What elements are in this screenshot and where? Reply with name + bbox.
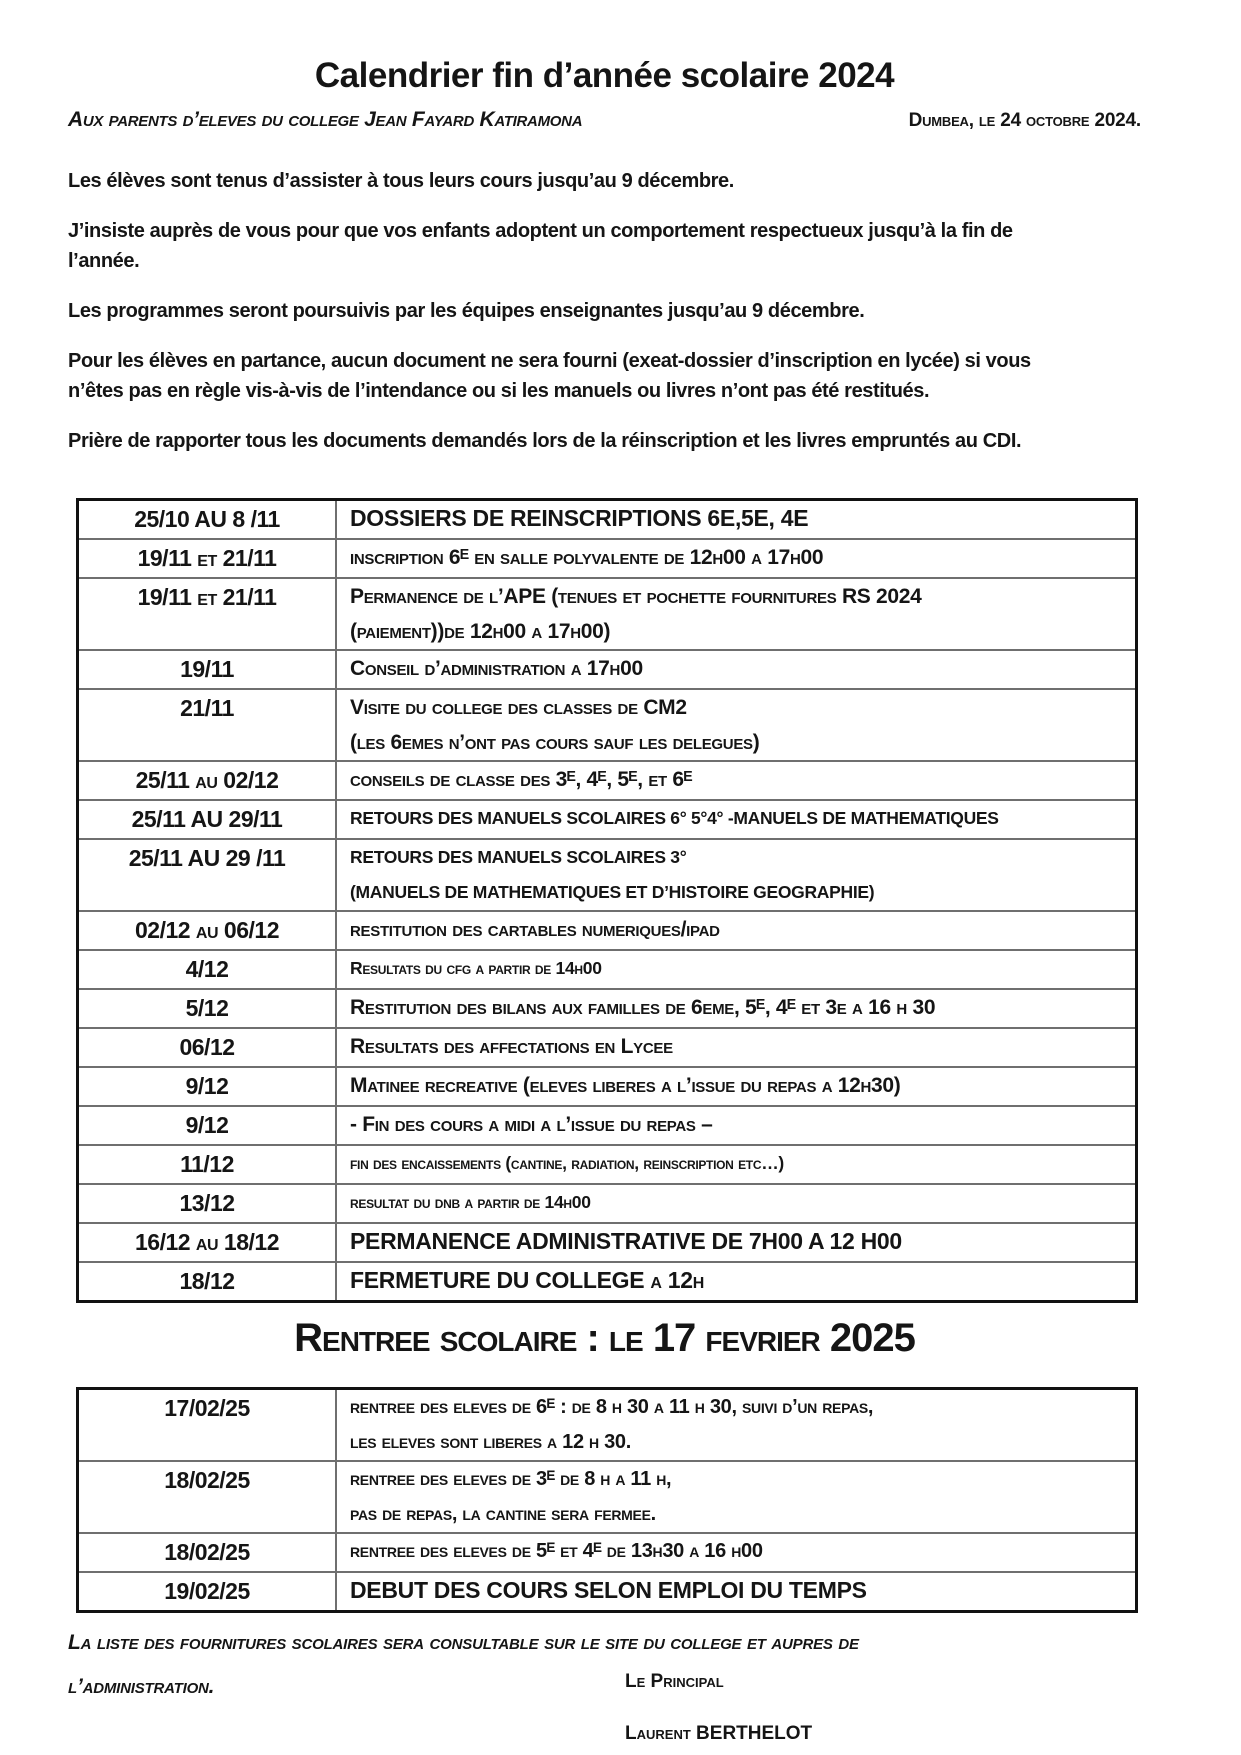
footer (68, 1621, 1141, 1755)
description-cell (336, 1461, 1137, 1533)
event-line: Restitution des bilans aux familles de 6eme, 5ᴱ, 4ᴱ et 3e a 16 h 30 (350, 996, 936, 1019)
table-row (78, 839, 1137, 911)
description-cell (336, 950, 1137, 989)
event-line: Conseil d’administration a 17h00 (350, 657, 643, 680)
date-cell: 5/12 (78, 989, 337, 1028)
date-cell: 13/12 (78, 1184, 337, 1223)
description-cell (336, 500, 1137, 540)
date-cell: 11/12 (78, 1145, 337, 1184)
event-line: inscription 6ᴱ en salle polyvalente de 12h00 a 17h00 (350, 546, 824, 569)
table-row (78, 1184, 1137, 1223)
date-cell: 21/11 (78, 689, 337, 761)
event-line: - Fin des cours a midi a l’issue du repas – (350, 1113, 713, 1136)
event-line: rentree des eleves de 6ᴱ : de 8 h 30 a 11 h 30, suivi d’un repas, (350, 1396, 874, 1418)
supplies-note: La liste des fournitures scolaires sera consultable sur le site du college et aupres de l’administration. (68, 1631, 859, 1698)
event-line: Matinee recreative (eleves liberes a l’issue du repas a 12h30) (350, 1074, 901, 1097)
event-line: resultat du dnb a partir de 14h00 (350, 1192, 591, 1212)
intro-paragraph: Pour les élèves en partance, aucun document ne sera fourni (exeat-dossier d’inscription en lycée) si vous n’êtes pas en règle vis-à-vis de l’intendance ou si les manuels ou livres n’ont pas été restitués. (68, 350, 1031, 402)
description-cell (336, 1572, 1137, 1612)
description-cell (336, 911, 1137, 950)
event-line: restitution des cartables numeriques/ipad (350, 918, 720, 941)
event-line: pas de repas, la cantine sera fermee. (350, 1503, 656, 1525)
event-line: (les 6emes n’ont pas cours sauf les delegues) (350, 731, 760, 754)
event-line: (MANUELS DE MATHEMATIQUES ET D’HISTOIRE GEOGRAPHIE) (350, 882, 875, 902)
event-line: Resultats des affectations en Lycee (350, 1035, 673, 1058)
table-row (78, 1067, 1137, 1106)
table-row (78, 1106, 1137, 1145)
date-line: Dumbea, le 24 octobre 2024. (908, 110, 1141, 131)
date-cell: 18/02/25 (78, 1461, 337, 1533)
description-cell (336, 839, 1137, 911)
date-cell: 9/12 (78, 1067, 337, 1106)
date-cell: 17/02/25 (78, 1389, 337, 1462)
table-row (78, 1389, 1137, 1462)
description-cell (336, 800, 1137, 839)
event-line: conseils de classe des 3ᴱ, 4ᴱ, 5ᴱ, et 6ᴱ (350, 768, 693, 791)
intro-paragraph: J’insiste auprès de vous pour que vos enfants adoptent un comportement respectueux jusqu’à la fin de l’année. (68, 220, 1013, 272)
event-line: Resultats du cfg a partir de 14h00 (350, 958, 602, 978)
table-row (78, 950, 1137, 989)
event-line: rentree des eleves de 5ᴱ et 4ᴱ de 13h30 a 16 h00 (350, 1540, 763, 1562)
table-row (78, 650, 1137, 689)
date-cell: 25/10 AU 8 /11 (78, 500, 337, 540)
event-line: rentree des eleves de 3ᴱ de 8 h a 11 h, (350, 1468, 672, 1490)
intro-paragraph: Les élèves sont tenus d’assister à tous leurs cours jusqu’au 9 décembre. (68, 170, 734, 192)
table-row (78, 1572, 1137, 1612)
table-row (78, 578, 1137, 650)
calendar-table (76, 498, 1138, 1303)
event-line: FERMETURE DU COLLEGE a 12h (350, 1267, 704, 1293)
date-cell: 4/12 (78, 950, 337, 989)
event-line: (paiement))de 12h00 a 17h00) (350, 620, 611, 643)
date-cell: 19/11 (78, 650, 337, 689)
rentree-table (76, 1387, 1138, 1613)
intro-paragraphs (68, 166, 1141, 456)
description-cell (336, 650, 1137, 689)
description-cell (336, 1145, 1137, 1184)
event-line: RETOURS DES MANUELS SCOLAIRES 3° (350, 847, 687, 867)
table-row (78, 911, 1137, 950)
date-cell: 19/11 et 21/11 (78, 539, 337, 578)
table-row (78, 761, 1137, 800)
event-line: les eleves sont liberes a 12 h 30. (350, 1431, 632, 1453)
subheader (68, 108, 1141, 132)
table-row (78, 800, 1137, 839)
table-row (78, 689, 1137, 761)
table-row (78, 1461, 1137, 1533)
description-cell (336, 1028, 1137, 1067)
description-cell (336, 539, 1137, 578)
event-line: Visite du college des classes de CM2 (350, 696, 687, 719)
description-cell (336, 989, 1137, 1028)
table-row (78, 539, 1137, 578)
description-cell (336, 1533, 1137, 1572)
recipient-line: Aux parents d’eleves du college Jean Fayard Katiramona (68, 108, 583, 131)
date-cell: 06/12 (78, 1028, 337, 1067)
table-row (78, 1223, 1137, 1262)
event-line: PERMANENCE ADMINISTRATIVE DE 7H00 A 12 H00 (350, 1228, 902, 1254)
date-cell: 25/11 AU 29 /11 (78, 839, 337, 911)
page-title: Calendrier fin d’année scolaire 2024 (314, 56, 895, 95)
description-cell (336, 578, 1137, 650)
date-cell: 18/12 (78, 1262, 337, 1302)
description-cell (336, 1223, 1137, 1262)
intro-paragraph: Prière de rapporter tous les documents demandés lors de la réinscription et les livres empruntés au CDI. (68, 430, 1022, 452)
principal-label: Le Principal (625, 1671, 724, 1692)
date-cell: 25/11 AU 29/11 (78, 800, 337, 839)
event-line: fin des encaissements (cantine, radiation, reinscription etc…) (350, 1153, 784, 1173)
date-cell: 02/12 au 06/12 (78, 911, 337, 950)
table-row (78, 500, 1137, 540)
date-cell: 18/02/25 (78, 1533, 337, 1572)
table-row (78, 1028, 1137, 1067)
date-cell: 9/12 (78, 1106, 337, 1145)
table-row (78, 1262, 1137, 1302)
description-cell (336, 689, 1137, 761)
description-cell (336, 1262, 1137, 1302)
date-cell: 19/11 et 21/11 (78, 578, 337, 650)
description-cell (336, 761, 1137, 800)
description-cell (336, 1106, 1137, 1145)
rentree-heading: Rentree scolaire : le 17 fevrier 2025 (294, 1316, 915, 1360)
intro-paragraph: Les programmes seront poursuivis par les équipes enseignantes jusqu’au 9 décembre. (68, 300, 865, 322)
event-line: Permanence de l’APE (tenues et pochette fournitures RS 2024 (350, 585, 922, 608)
date-cell: 19/02/25 (78, 1572, 337, 1612)
table-row (78, 1533, 1137, 1572)
table-row (78, 989, 1137, 1028)
event-line: RETOURS DES MANUELS SCOLAIRES 6° 5°4° -MANUELS DE MATHEMATIQUES (350, 808, 999, 828)
event-line: DEBUT DES COURS SELON EMPLOI DU TEMPS (350, 1577, 867, 1603)
principal-name: Laurent BERTHELOT (625, 1723, 813, 1744)
date-cell: 16/12 au 18/12 (78, 1223, 337, 1262)
table-row (78, 1145, 1137, 1184)
event-line: DOSSIERS DE REINSCRIPTIONS 6E,5E, 4E (350, 505, 809, 531)
description-cell (336, 1389, 1137, 1462)
description-cell (336, 1067, 1137, 1106)
date-cell: 25/11 au 02/12 (78, 761, 337, 800)
description-cell (336, 1184, 1137, 1223)
